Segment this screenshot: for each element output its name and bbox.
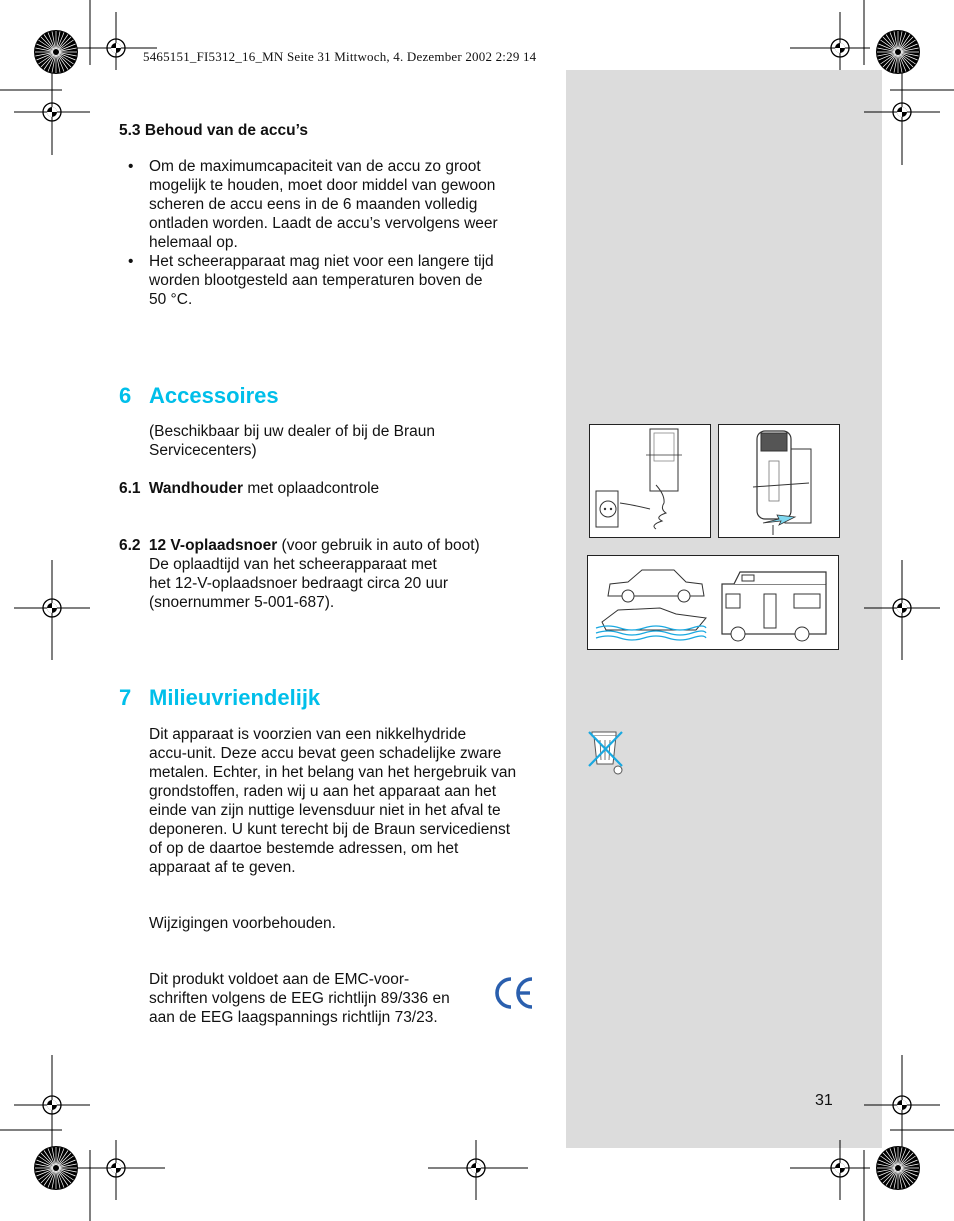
shaver-holder-illustration bbox=[718, 424, 840, 538]
item-title: Wandhouder bbox=[148, 480, 244, 497]
text-line: grondstoffen, raden wij u aan het apparaat aan het bbox=[149, 783, 497, 800]
car-boat-camper-icon bbox=[588, 556, 838, 649]
text-line: metalen. Echter, in het belang van het hergebruik van bbox=[149, 764, 517, 781]
text-line: 50 °C. bbox=[149, 291, 193, 308]
text-line: • Om de maximumcapaciteit van de accu zo groot bbox=[149, 158, 481, 175]
section-title: Milieuvriendelijk bbox=[149, 685, 321, 710]
item-title: 12 V-oplaadsnoer bbox=[148, 537, 278, 554]
wall-holder-icon bbox=[590, 425, 710, 537]
print-header: 5465151_FI5312_16_MN Seite 31 Mittwoch, 4. Dezember 2002 2:29 14 bbox=[143, 49, 537, 64]
text-line: einde van zijn nuttige levensduur niet in het afval te bbox=[149, 802, 501, 819]
text-line: (snoernummer 5-001-687). bbox=[149, 594, 335, 611]
section-title: Accessoires bbox=[149, 383, 279, 408]
shaver-in-holder-icon bbox=[719, 425, 839, 537]
crossed-bin-icon bbox=[586, 726, 626, 778]
text-line: ontladen worden. Laadt de accu’s vervolgens weer bbox=[149, 215, 498, 232]
section-title: Behoud van de accu’s bbox=[144, 122, 308, 139]
vehicle-illustration bbox=[587, 555, 839, 650]
section-6-intro bbox=[149, 422, 549, 460]
text-line: Dit apparaat is voorzien van een nikkelhydride bbox=[149, 726, 467, 743]
page-number: 31 bbox=[815, 1092, 833, 1109]
text-line: scheren de accu eens in de 6 maanden volledig bbox=[149, 196, 478, 213]
wall-holder-illustration bbox=[589, 424, 711, 538]
text-line: worden blootgesteld aan temperaturen boven de bbox=[149, 272, 483, 289]
item-6-2 bbox=[119, 536, 549, 612]
item-desc: met oplaadcontrole bbox=[243, 480, 380, 497]
text-line: het 12-V-oplaadsnoer bedraagt circa 20 uur bbox=[149, 575, 449, 592]
text-line: accu-unit. Deze accu bevat geen schadelijke zware bbox=[149, 745, 502, 762]
text-line: mogelijk te houden, moet door middel van gewoon bbox=[149, 177, 496, 194]
text-line: deponeren. U kunt terecht bij de Braun servicedienst bbox=[149, 821, 511, 838]
section-7-heading bbox=[119, 685, 321, 711]
emc-notice bbox=[149, 970, 489, 1027]
section-5-3-bullets bbox=[119, 157, 549, 309]
item-number: 6.1 bbox=[119, 480, 141, 497]
text-line: of op de daartoe bestemde adressen, om het bbox=[149, 840, 459, 857]
text-line: Dit produkt voldoet aan de EMC-voor- bbox=[149, 971, 410, 988]
list-item bbox=[119, 157, 549, 252]
section-number: 5.3 bbox=[119, 122, 141, 139]
text-line: helemaal op. bbox=[149, 234, 238, 251]
section-number: 7 bbox=[119, 685, 132, 710]
ce-mark-icon bbox=[494, 975, 534, 1011]
text-line: apparaat af te geven. bbox=[149, 859, 296, 876]
text-line: schriften volgens de EEG richtlijn 89/336 en bbox=[149, 990, 450, 1007]
list-item bbox=[119, 252, 549, 309]
item-desc: (voor gebruik in auto of boot) bbox=[277, 537, 480, 554]
text-line: (Beschikbaar bij uw dealer of bij de Braun bbox=[149, 423, 436, 440]
section-number: 6 bbox=[119, 383, 132, 408]
text-line: Servicecenters) bbox=[149, 442, 257, 459]
item-number: 6.2 bbox=[119, 537, 141, 554]
text-line: aan de EEG laagspannings richtlijn 73/23. bbox=[149, 1009, 438, 1026]
text-line: • Het scheerapparaat mag niet voor een langere tijd bbox=[149, 253, 494, 270]
changes-notice: Wijzigingen voorbehouden. bbox=[149, 915, 336, 932]
text-line: De oplaadtijd van het scheerapparaat met bbox=[149, 556, 437, 573]
section-6-heading bbox=[119, 383, 279, 409]
section-7-body bbox=[149, 725, 549, 877]
item-6-1 bbox=[119, 479, 379, 498]
section-5-3-heading bbox=[119, 121, 308, 140]
